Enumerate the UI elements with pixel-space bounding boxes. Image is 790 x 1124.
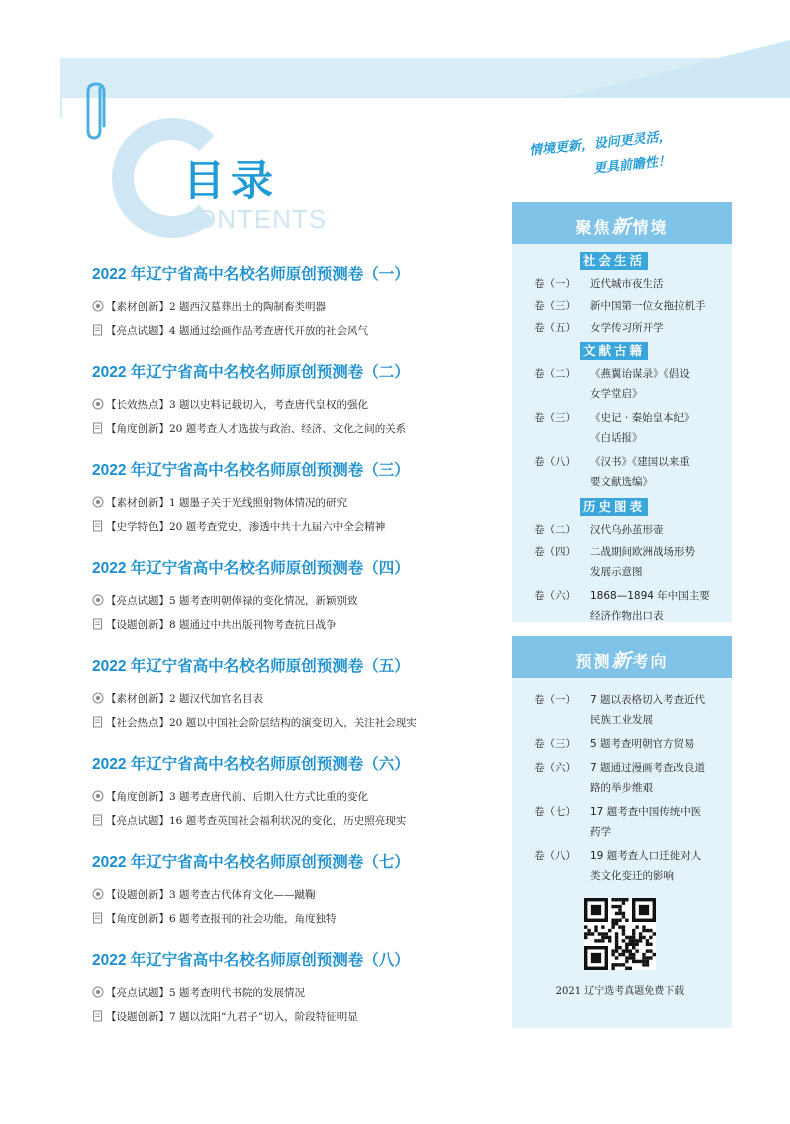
- item-text: 1 题墨子关于光线照射物体情况的研究: [169, 496, 348, 509]
- page-title: 目录: [183, 156, 280, 205]
- document-icon: [92, 422, 104, 434]
- entry-text: 17 题考查中国传统中医: [590, 806, 702, 818]
- toc-item: [92, 810, 410, 830]
- toc-item: [92, 786, 410, 806]
- target-icon: [92, 986, 104, 998]
- volume-section: [92, 458, 410, 536]
- sidebar-entry: [534, 736, 724, 756]
- volume-items: [92, 786, 410, 830]
- sidebar-entry: [534, 276, 724, 296]
- volume-section: [92, 360, 410, 438]
- entry-volume: 卷（一）: [534, 694, 576, 706]
- entry-volume: 卷（八）: [534, 850, 576, 862]
- sidebar-entry: [534, 522, 724, 542]
- entry-volume: 卷（二）: [534, 368, 576, 380]
- volume-title: 2022 年辽宁省高中名校名师原创预测卷（五）: [92, 658, 410, 675]
- volume-section: [92, 654, 417, 732]
- volume-title: 2022 年辽宁省高中名校名师原创预测卷（七）: [92, 854, 410, 871]
- toc-item: [92, 688, 417, 708]
- volume-section: [92, 262, 410, 340]
- item-text: 3 题以史料记载切入，考查唐代皇权的强化: [169, 398, 369, 411]
- item-text: 20 题考查人才选拔与政治、经济、文化之间的关系: [169, 422, 407, 435]
- entry-text: 路的举步维艰: [590, 782, 653, 794]
- item-text: 2 题汉代加官名目表: [169, 692, 264, 705]
- category-badge: 历史图表: [580, 498, 648, 516]
- toc-item: [92, 296, 410, 316]
- entry-text: 二战期间欧洲战场形势: [590, 546, 695, 558]
- sidebar-entry: [534, 410, 724, 450]
- item-tag: 【亮点试题】: [106, 814, 169, 827]
- item-text: 5 题考查明朝俸禄的变化情况，新颖别致: [169, 594, 358, 607]
- item-tag: 【素材创新】: [106, 496, 169, 509]
- item-tag: 【亮点试题】: [106, 986, 169, 999]
- toc-item: [92, 614, 410, 634]
- document-icon: [92, 814, 104, 826]
- paperclip-icon: [84, 82, 108, 144]
- entry-text: 5 题考查明朝官方贸易: [590, 738, 695, 750]
- sidebar-entry: [534, 588, 724, 628]
- item-text: 20 题考查党史，渗透中共十九届六中全会精神: [169, 520, 386, 533]
- sidebar-focus-title-pre: 聚焦: [575, 218, 612, 237]
- volume-items: [92, 982, 410, 1026]
- volume-title: 2022 年辽宁省高中名校名师原创预测卷（六）: [92, 756, 410, 773]
- item-tag: 【设题创新】: [106, 618, 169, 631]
- entry-text: 要文献选编》: [590, 476, 653, 488]
- toc-item: [92, 1006, 410, 1026]
- entry-text: 经济作物出口表: [590, 610, 664, 622]
- toc-item: [92, 516, 410, 536]
- volume-items: [92, 296, 410, 340]
- entry-volume: 卷（六）: [534, 590, 576, 602]
- volume-section: [92, 948, 410, 1026]
- document-icon: [92, 912, 104, 924]
- item-tag: 【角度创新】: [106, 912, 169, 925]
- entry-volume: 卷（五）: [534, 322, 576, 334]
- entry-volume: 卷（三）: [534, 738, 576, 750]
- sidebar-predict-title: [512, 646, 732, 673]
- entry-volume: 卷（一）: [534, 278, 576, 290]
- entry-text: 汉代乌孙茧形壶: [590, 524, 664, 536]
- toc-item: [92, 908, 410, 928]
- sidebar-predict-title-post: 考向: [632, 652, 669, 671]
- target-icon: [92, 300, 104, 312]
- item-tag: 【社会热点】: [106, 716, 169, 729]
- entry-text: 发展示意图: [590, 566, 643, 578]
- volume-title: 2022 年辽宁省高中名校名师原创预测卷（四）: [92, 560, 410, 577]
- item-text: 8 题通过中共出版刊物考查抗日战争: [169, 618, 337, 631]
- category-badge: 社会生活: [580, 252, 648, 270]
- qr-code-icon: [584, 898, 656, 970]
- item-tag: 【素材创新】: [106, 300, 169, 313]
- sidebar-focus-header: [512, 202, 732, 244]
- entry-volume: 卷（六）: [534, 762, 576, 774]
- volume-title: 2022 年辽宁省高中名校名师原创预测卷（三）: [92, 462, 410, 479]
- target-icon: [92, 594, 104, 606]
- volume-items: [92, 492, 410, 536]
- volume-items: [92, 394, 410, 438]
- sidebar-predict-title-xin: 新: [611, 650, 633, 672]
- entry-text: 女学堂启》: [590, 388, 643, 400]
- item-tag: 【设题创新】: [106, 888, 169, 901]
- document-icon: [92, 716, 104, 728]
- item-text: 3 题考查古代体育文化——蹴鞠: [169, 888, 316, 901]
- entry-volume: 卷（七）: [534, 806, 576, 818]
- entry-text: 《汉书》《建国以来重: [590, 456, 690, 468]
- volume-section: [92, 752, 410, 830]
- slogan-line-1: 情境更新，设问更灵活，: [528, 129, 673, 159]
- entry-text: 《白话报》: [590, 432, 643, 444]
- toc-item: [92, 320, 410, 340]
- item-text: 2 题西汉墓葬出土的陶制畜类明器: [169, 300, 327, 313]
- item-text: 20 题以中国社会阶层结构的演变切入，关注社会现实: [169, 716, 417, 729]
- volume-section: [92, 850, 410, 928]
- category-badge: 文献古籍: [580, 342, 648, 360]
- sidebar-predict-title-pre: 预测: [575, 652, 612, 671]
- toc-item: [92, 394, 410, 414]
- sidebar-focus-title-post: 情境: [632, 218, 669, 237]
- target-icon: [92, 496, 104, 508]
- item-tag: 【长效热点】: [106, 398, 169, 411]
- entry-volume: 卷（三）: [534, 412, 576, 424]
- item-text: 5 题考查明代书院的发展情况: [169, 986, 306, 999]
- target-icon: [92, 790, 104, 802]
- entry-text: 类文化变迁的影响: [590, 870, 674, 882]
- item-tag: 【史学特色】: [106, 520, 169, 533]
- document-icon: [92, 1010, 104, 1022]
- toc-item: [92, 418, 410, 438]
- sidebar-focus-title-xin: 新: [611, 216, 633, 238]
- volume-title: 2022 年辽宁省高中名校名师原创预测卷（二）: [92, 364, 410, 381]
- volume-section: [92, 556, 410, 634]
- entry-volume: 卷（八）: [534, 456, 576, 468]
- item-text: 4 题通过绘画作品考查唐代开放的社会风气: [169, 324, 369, 337]
- item-tag: 【亮点试题】: [106, 594, 169, 607]
- toc-item: [92, 712, 417, 732]
- entry-text: 药学: [590, 826, 611, 838]
- sidebar-entry: [534, 454, 724, 494]
- toc-item: [92, 884, 410, 904]
- item-tag: 【素材创新】: [106, 692, 169, 705]
- entry-text: 《燕翼诒谋录》《倡设: [590, 368, 690, 380]
- volume-items: [92, 590, 410, 634]
- entry-text: 7 题以表格切入考查近代: [590, 694, 706, 706]
- entry-volume: 卷（四）: [534, 546, 576, 558]
- contents-wordmark: ONTENTS: [196, 204, 328, 234]
- item-text: 3 题考查唐代前、后期入仕方式比重的变化: [169, 790, 369, 803]
- volume-title: 2022 年辽宁省高中名校名师原创预测卷（一）: [92, 266, 410, 283]
- document-icon: [92, 324, 104, 336]
- sidebar-entry: [534, 544, 724, 584]
- entry-text: 民族工业发展: [590, 714, 653, 726]
- document-icon: [92, 618, 104, 630]
- slogan-line-2: 更具前瞻性！: [592, 153, 672, 177]
- toc-item: [92, 590, 410, 610]
- item-tag: 【亮点试题】: [106, 324, 169, 337]
- item-tag: 【角度创新】: [106, 790, 169, 803]
- document-icon: [92, 520, 104, 532]
- sidebar-entry: [534, 760, 724, 800]
- entry-volume: 卷（三）: [534, 300, 576, 312]
- toc-item: [92, 982, 410, 1002]
- entry-text: 女学传习所开学: [590, 322, 664, 334]
- entry-text: 新中国第一位女拖拉机手: [590, 300, 706, 312]
- item-tag: 【设题创新】: [106, 1010, 169, 1023]
- item-text: 7 题以沈阳“九君子”切入，阶段特征明显: [169, 1010, 358, 1023]
- item-text: 6 题考查报刊的社会功能，角度独特: [169, 912, 337, 925]
- entry-text: 7 题通过漫画考查改良道: [590, 762, 706, 774]
- entry-text: 《史记 · 秦始皇本纪》: [590, 412, 695, 424]
- volume-items: [92, 884, 410, 928]
- item-text: 16 题考查英国社会福利状况的变化，历史照亮现实: [169, 814, 407, 827]
- target-icon: [92, 888, 104, 900]
- entry-text: 近代城市夜生活: [590, 278, 664, 290]
- volume-title: 2022 年辽宁省高中名校名师原创预测卷（八）: [92, 952, 410, 969]
- item-tag: 【角度创新】: [106, 422, 169, 435]
- toc-item: [92, 492, 410, 512]
- target-icon: [92, 692, 104, 704]
- entry-text: 19 题考查人口迁徙对人: [590, 850, 702, 862]
- target-icon: [92, 398, 104, 410]
- sidebar-entry: [534, 366, 724, 406]
- sidebar-entry: [534, 692, 724, 732]
- qr-caption: 2021 辽宁选考真题免费下载: [555, 986, 685, 997]
- sidebar-entry: [534, 298, 724, 318]
- volume-items: [92, 688, 417, 732]
- entry-volume: 卷（二）: [534, 524, 576, 536]
- sidebar-predict-header: [512, 636, 732, 678]
- sidebar-entry: [534, 320, 724, 340]
- sidebar-focus-title: [512, 212, 732, 239]
- sidebar-entry: [534, 848, 724, 888]
- entry-text: 1868—1894 年中国主要: [590, 590, 710, 602]
- sidebar-entry: [534, 804, 724, 844]
